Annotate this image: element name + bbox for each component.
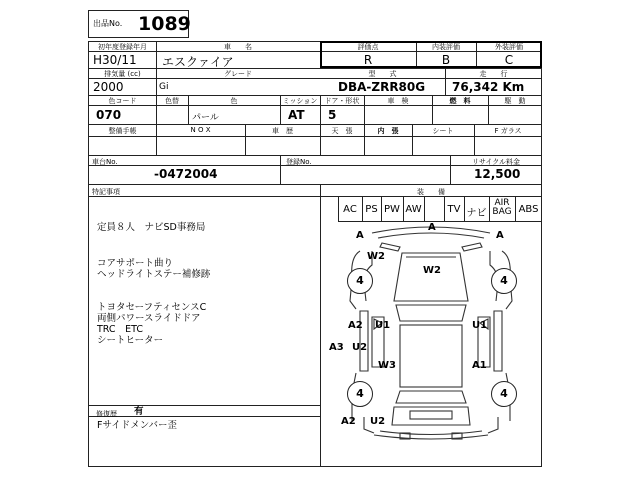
exterior-score-value: C	[504, 53, 514, 67]
exterior-score-label: 外装評価	[495, 43, 523, 51]
color-label: 色	[230, 97, 238, 105]
mark-roof: W3	[378, 360, 396, 371]
mark-right-rear: A1	[472, 360, 487, 371]
note-line: コアサポート曲り	[97, 258, 174, 269]
score-value: R	[363, 53, 373, 67]
displacement-label: 排気量 (cc)	[104, 70, 141, 78]
model-label: 型 式	[368, 70, 397, 78]
notes-title: 特記事項	[92, 188, 120, 196]
equip-pw: PW	[384, 204, 400, 215]
grade-value: Gi	[159, 82, 169, 92]
mark-front-left: A	[356, 230, 364, 241]
mark-front: A	[428, 222, 436, 233]
drive-label: 駆 動	[504, 97, 526, 105]
score-label: 評価点	[357, 43, 379, 51]
sunroof-label: 天 張	[331, 127, 353, 135]
equipment-title: 装 備	[417, 188, 445, 196]
mark-left-rocker-u: U2	[352, 342, 368, 353]
equip-abs: ABS	[518, 204, 539, 215]
note-line: ヘッドライトステー補修跡	[97, 269, 211, 280]
chassis-label: 車台No.	[92, 158, 118, 166]
car-name-value: エスクァイア	[162, 55, 234, 69]
reg-date-label: 初年度登録年月	[98, 43, 147, 51]
mileage-label: 走 行	[479, 70, 508, 78]
reg-date-value: H30/11	[93, 53, 137, 67]
door-value: 5	[328, 108, 337, 122]
mark-rear-u: U2	[370, 416, 386, 427]
note-line: トヨタセーフティセンスC	[97, 302, 207, 313]
repair-note: Fサイドメンバー歪	[97, 420, 178, 431]
equip-airbag: AIR BAG	[492, 198, 512, 217]
note-line: TRC ETC	[97, 324, 143, 335]
history-label: 車 歴	[272, 127, 293, 135]
repair-history-value: 有	[134, 406, 144, 417]
chassis-value: -0472004	[154, 167, 218, 181]
car-name-label: 車 名	[224, 43, 252, 51]
mark-left-fender: A2	[348, 320, 363, 331]
recycle-label: リサイクル料金	[471, 158, 521, 166]
equip-ac: AC	[343, 204, 357, 215]
displacement-value: 2000	[93, 80, 124, 94]
mark-bonnet-center: W2	[423, 265, 441, 276]
fuel-label: 燃 料	[449, 97, 471, 105]
note-line: 両側パワースライドドア	[97, 313, 201, 324]
mark-right-door: U1	[472, 320, 488, 331]
color-change-label: 色替	[165, 97, 179, 105]
equip-tv: TV	[447, 204, 461, 215]
interior-roof-label: 内 張	[377, 127, 399, 135]
lot-number: 1089	[138, 13, 191, 35]
grade-label: グレード	[224, 70, 252, 78]
equip-navi: ナビ	[466, 208, 487, 219]
color-value: パール	[192, 113, 219, 123]
wheel-front-left: 4	[347, 268, 373, 294]
door-label: ドア・形状	[324, 97, 360, 105]
wheel-rear-left: 4	[347, 381, 373, 407]
recycle-value: 12,500	[474, 167, 521, 181]
mark-left-door: U1	[375, 320, 391, 331]
mark-left-rocker-a: A3	[329, 342, 344, 353]
seat-label: シート	[432, 127, 454, 135]
model-value: DBA-ZRR80G	[338, 80, 426, 94]
mileage-value: 76,342 Km	[452, 80, 525, 94]
interior-score-label: 内装評価	[432, 43, 460, 51]
wheel-front-right: 4	[491, 268, 517, 294]
mark-front-right: A	[496, 230, 504, 241]
mission-value: AT	[288, 108, 305, 122]
mission-label: ミッション	[282, 97, 318, 105]
equip-aw: AW	[405, 204, 422, 215]
glass-label: F ガラス	[494, 127, 522, 135]
handbook-label: 整備手帳	[108, 127, 137, 135]
inspection-label: 車 検	[387, 97, 409, 105]
color-code-label: 色コード	[108, 97, 137, 105]
repair-history-label: 修復歴	[96, 410, 117, 418]
note-line: 定員８人 ナビSD事務局	[97, 222, 206, 233]
mark-rear-a: A2	[341, 416, 356, 427]
color-code-value: 070	[96, 108, 122, 122]
interior-score-value: B	[441, 53, 451, 67]
mark-bonnet-left: W2	[367, 251, 385, 262]
nox-label: N O X	[190, 126, 211, 134]
equip-ps: PS	[365, 204, 378, 215]
note-line: シートヒーター	[97, 335, 164, 346]
lot-number-label: 出品No.	[93, 19, 123, 28]
registration-label: 登録No.	[286, 158, 312, 166]
wheel-rear-right: 4	[491, 381, 517, 407]
